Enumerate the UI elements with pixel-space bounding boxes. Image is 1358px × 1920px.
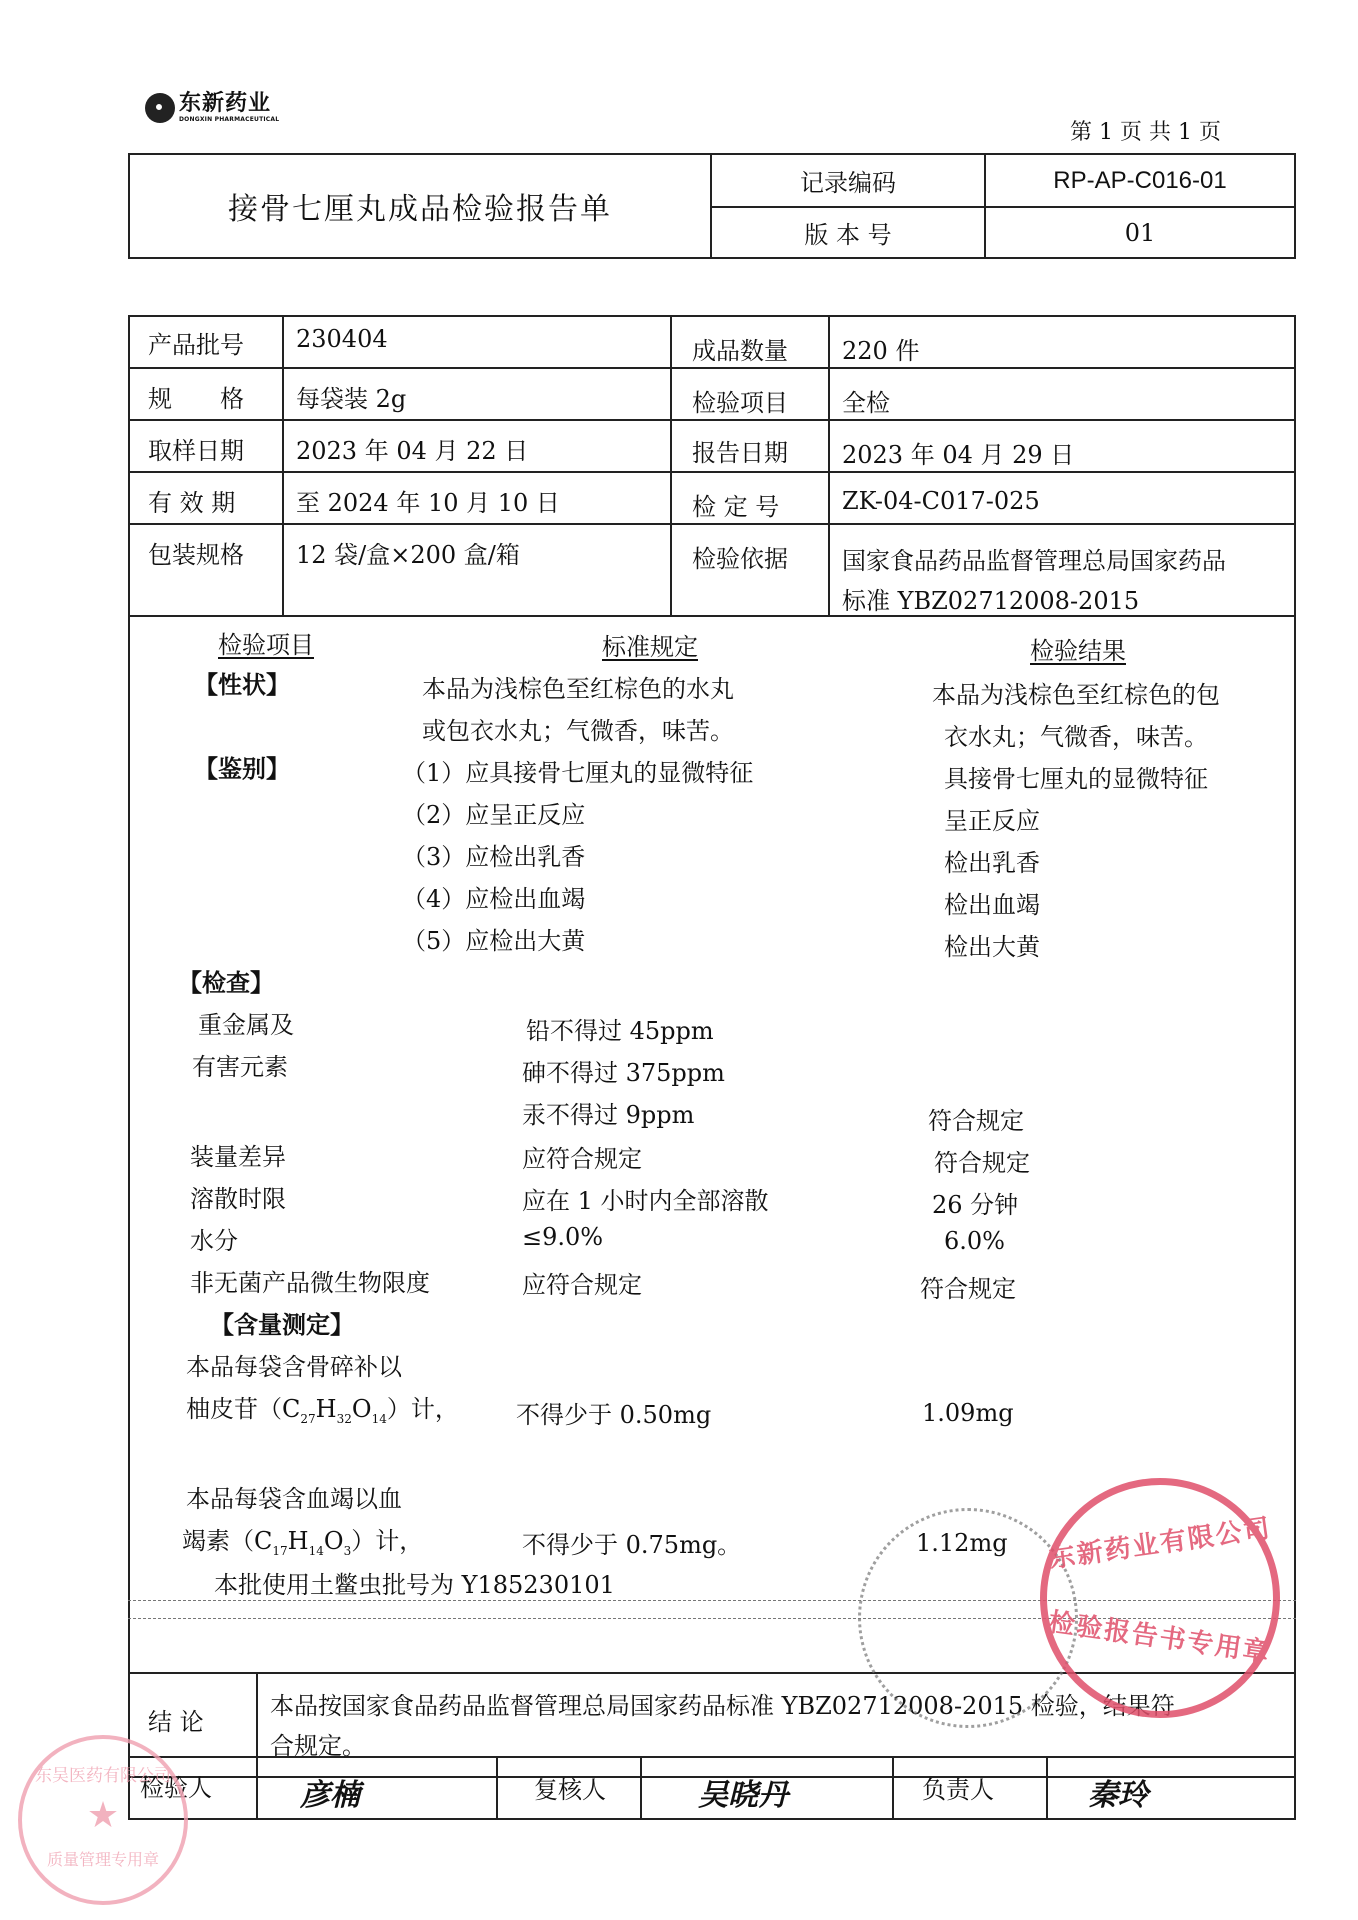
test-item-label: 检验项目: [692, 389, 788, 417]
appearance-result-2: 衣水丸；气微香，味苦。: [944, 723, 1208, 751]
divider: [1046, 1758, 1048, 1818]
manager-label: 负责人: [922, 1776, 994, 1804]
col-header-standard: 标准规定: [602, 633, 698, 661]
inspection-standard-2: 应在 1 小时内全部溶散: [522, 1187, 769, 1215]
assay-b-item-1: 本品每袋含血竭以血: [186, 1485, 402, 1513]
basis-label: 检验依据: [692, 545, 788, 573]
report-header: [128, 153, 1296, 259]
section-appearance: 【性状】: [194, 670, 290, 699]
version-value: 01: [1124, 218, 1156, 247]
info-row-batch: [130, 317, 1294, 369]
version-label: 版 本 号: [712, 208, 986, 257]
report-title: 接骨七厘丸成品检验报告单: [130, 155, 712, 257]
section-identification: 【鉴别】: [194, 754, 290, 783]
sample-date-value: 2023 年 04 月 22 日: [296, 437, 529, 465]
inspection-item-1: 装量差异: [190, 1143, 286, 1171]
assay-b-item-2: 竭素$(C_{17}H_{14}O_3)$计，: [182, 1527, 424, 1558]
assay-a-result: 1.09mg: [922, 1399, 1014, 1427]
signature-row: [128, 1756, 1296, 1820]
cert-no-value: ZK-04-C017-025: [842, 487, 1040, 515]
record-code-label: 记录编码: [712, 155, 986, 208]
ident-standard-4: （4）应检出血竭: [402, 885, 586, 913]
assay-a-item-2: 柚皮苷$(C_{27}H_{32}O_{14})$计，: [186, 1395, 459, 1426]
inspection-result-2: 26 分钟: [932, 1191, 1019, 1219]
logo-en-text: DONGXIN PHARMACEUTICAL: [179, 116, 280, 123]
mercury-standard: 汞不得过 9ppm: [522, 1101, 695, 1129]
info-row-dates: [130, 421, 1294, 473]
spec-label: 规 格: [148, 385, 244, 413]
ident-result-5: 检出大黄: [944, 933, 1040, 961]
ident-standard-5: （5）应检出大黄: [402, 927, 586, 955]
col-header-result: 检验结果: [1030, 637, 1126, 665]
inspection-result-1: 符合规定: [934, 1149, 1030, 1177]
info-row-package: [130, 525, 1294, 617]
divider: [892, 1758, 894, 1818]
conclusion-label: 结 论: [148, 1708, 204, 1736]
ident-result-2: 呈正反应: [944, 807, 1040, 835]
conclusion-text-line2: 合规定。: [270, 1732, 366, 1760]
seal-top-text: 东新药业有限公司: [1047, 1513, 1274, 1575]
sample-date-label: 取样日期: [148, 437, 244, 465]
inspection-item-3: 水分: [190, 1227, 238, 1255]
inspection-result-4: 符合规定: [920, 1275, 1016, 1303]
reviewer-signature: 吴晓丹: [698, 1778, 788, 1813]
package-label: 包装规格: [148, 541, 244, 569]
inspector-label: 检验人: [140, 1774, 212, 1802]
heavy-metal-item-1: 重金属及: [198, 1011, 294, 1039]
expiry-value: 至 2024 年 10 月 10 日: [296, 489, 560, 517]
pink-seal-bottom-text: 质量管理专用章: [46, 1850, 159, 1869]
batch-note: 本批使用土鳖虫批号为 Y185230101: [214, 1571, 615, 1599]
package-value: 12 袋/盒×200 盒/箱: [296, 541, 520, 569]
inspection-item-4: 非无菌产品微生物限度: [190, 1269, 430, 1297]
info-row-spec: [130, 369, 1294, 421]
record-code-value: RP-AP-C016-01: [986, 155, 1294, 208]
company-logo: [145, 92, 279, 123]
heavy-metal-item-2: 有害元素: [192, 1053, 288, 1081]
manager-signature: 秦玲: [1088, 1778, 1148, 1813]
company-seal-stamp: [1040, 1478, 1280, 1718]
page-indicator: 第 1 页 共 1 页: [1070, 120, 1221, 145]
logo-cn-text: 东新药业: [179, 91, 272, 116]
heavy-metal-result: 符合规定: [928, 1107, 1024, 1135]
section-assay: 【含量测定】: [210, 1310, 354, 1339]
divider: [256, 1758, 258, 1818]
star-icon: ★: [86, 1795, 120, 1836]
assay-a-standard: 不得少于 0.50mg: [516, 1401, 712, 1429]
divider: [496, 1758, 498, 1818]
assay-a-item-1: 本品每袋含骨碎补以: [186, 1353, 402, 1381]
report-date-label: 报告日期: [692, 439, 788, 467]
inspection-standard-4: 应符合规定: [522, 1271, 642, 1299]
assay-b-result: 1.12mg: [916, 1529, 1008, 1557]
arsenic-standard: 砷不得过 375ppm: [522, 1059, 725, 1087]
logo-icon: [145, 93, 175, 123]
inspection-standard-3: ≤9.0%: [522, 1223, 604, 1251]
inspection-result-3: 6.0%: [944, 1227, 1005, 1255]
ident-standard-3: （3）应检出乳香: [402, 843, 586, 871]
expiry-label: 有 效 期: [148, 489, 236, 517]
assay-b-standard: 不得少于 0.75mg。: [522, 1531, 742, 1559]
section-inspection: 【检查】: [178, 968, 274, 997]
divider: [640, 1758, 642, 1818]
reviewer-label: 复核人: [534, 1776, 606, 1804]
quantity-value: 220 件: [842, 337, 920, 365]
basis-value-line1: 国家食品药品监督管理总局国家药品: [842, 547, 1226, 575]
appearance-result-1: 本品为浅棕色至红棕色的包: [932, 681, 1220, 709]
spec-value: 每袋装 2g: [296, 385, 407, 413]
ident-standard-1: （1）应具接骨七厘丸的显微特征: [402, 759, 754, 787]
ident-result-4: 检出血竭: [944, 891, 1040, 919]
cert-no-label: 检 定 号: [692, 493, 780, 521]
test-item-value: 全检: [842, 389, 890, 417]
inspector-signature: 彦楠: [300, 1778, 360, 1813]
ident-result-1: 具接骨七厘丸的显微特征: [944, 765, 1208, 793]
appearance-standard-2: 或包衣水丸；气微香，味苦。: [422, 717, 734, 745]
pink-seal-ring-text: 东吴医药有限公司: [35, 1766, 171, 1786]
quantity-label: 成品数量: [692, 337, 788, 365]
quality-seal-stamp: [18, 1735, 188, 1905]
info-row-expiry: [130, 473, 1294, 525]
seal-bottom-text: 检验报告书专用章: [1046, 1607, 1273, 1669]
inspection-standard-1: 应符合规定: [522, 1145, 642, 1173]
basis-value-line2: 标准 YBZ02712008-2015: [842, 587, 1140, 615]
col-header-item: 检验项目: [218, 631, 314, 659]
inspection-item-2: 溶散时限: [190, 1185, 286, 1213]
batch-label: 产品批号: [148, 331, 244, 359]
ident-standard-2: （2）应呈正反应: [402, 801, 586, 829]
conclusion-text-line1: 本品按国家食品药品监督管理总局国家药品标准 YBZ02712008-2015 检验，结果符: [270, 1692, 1175, 1720]
report-date-value: 2023 年 04 月 29 日: [842, 441, 1075, 469]
product-info-table: [128, 315, 1296, 617]
ident-result-3: 检出乳香: [944, 849, 1040, 877]
appearance-standard-1: 本品为浅棕色至红棕色的水丸: [422, 675, 734, 703]
batch-value: 230404: [296, 325, 388, 353]
lead-standard: 铅不得过 45ppm: [526, 1017, 714, 1045]
